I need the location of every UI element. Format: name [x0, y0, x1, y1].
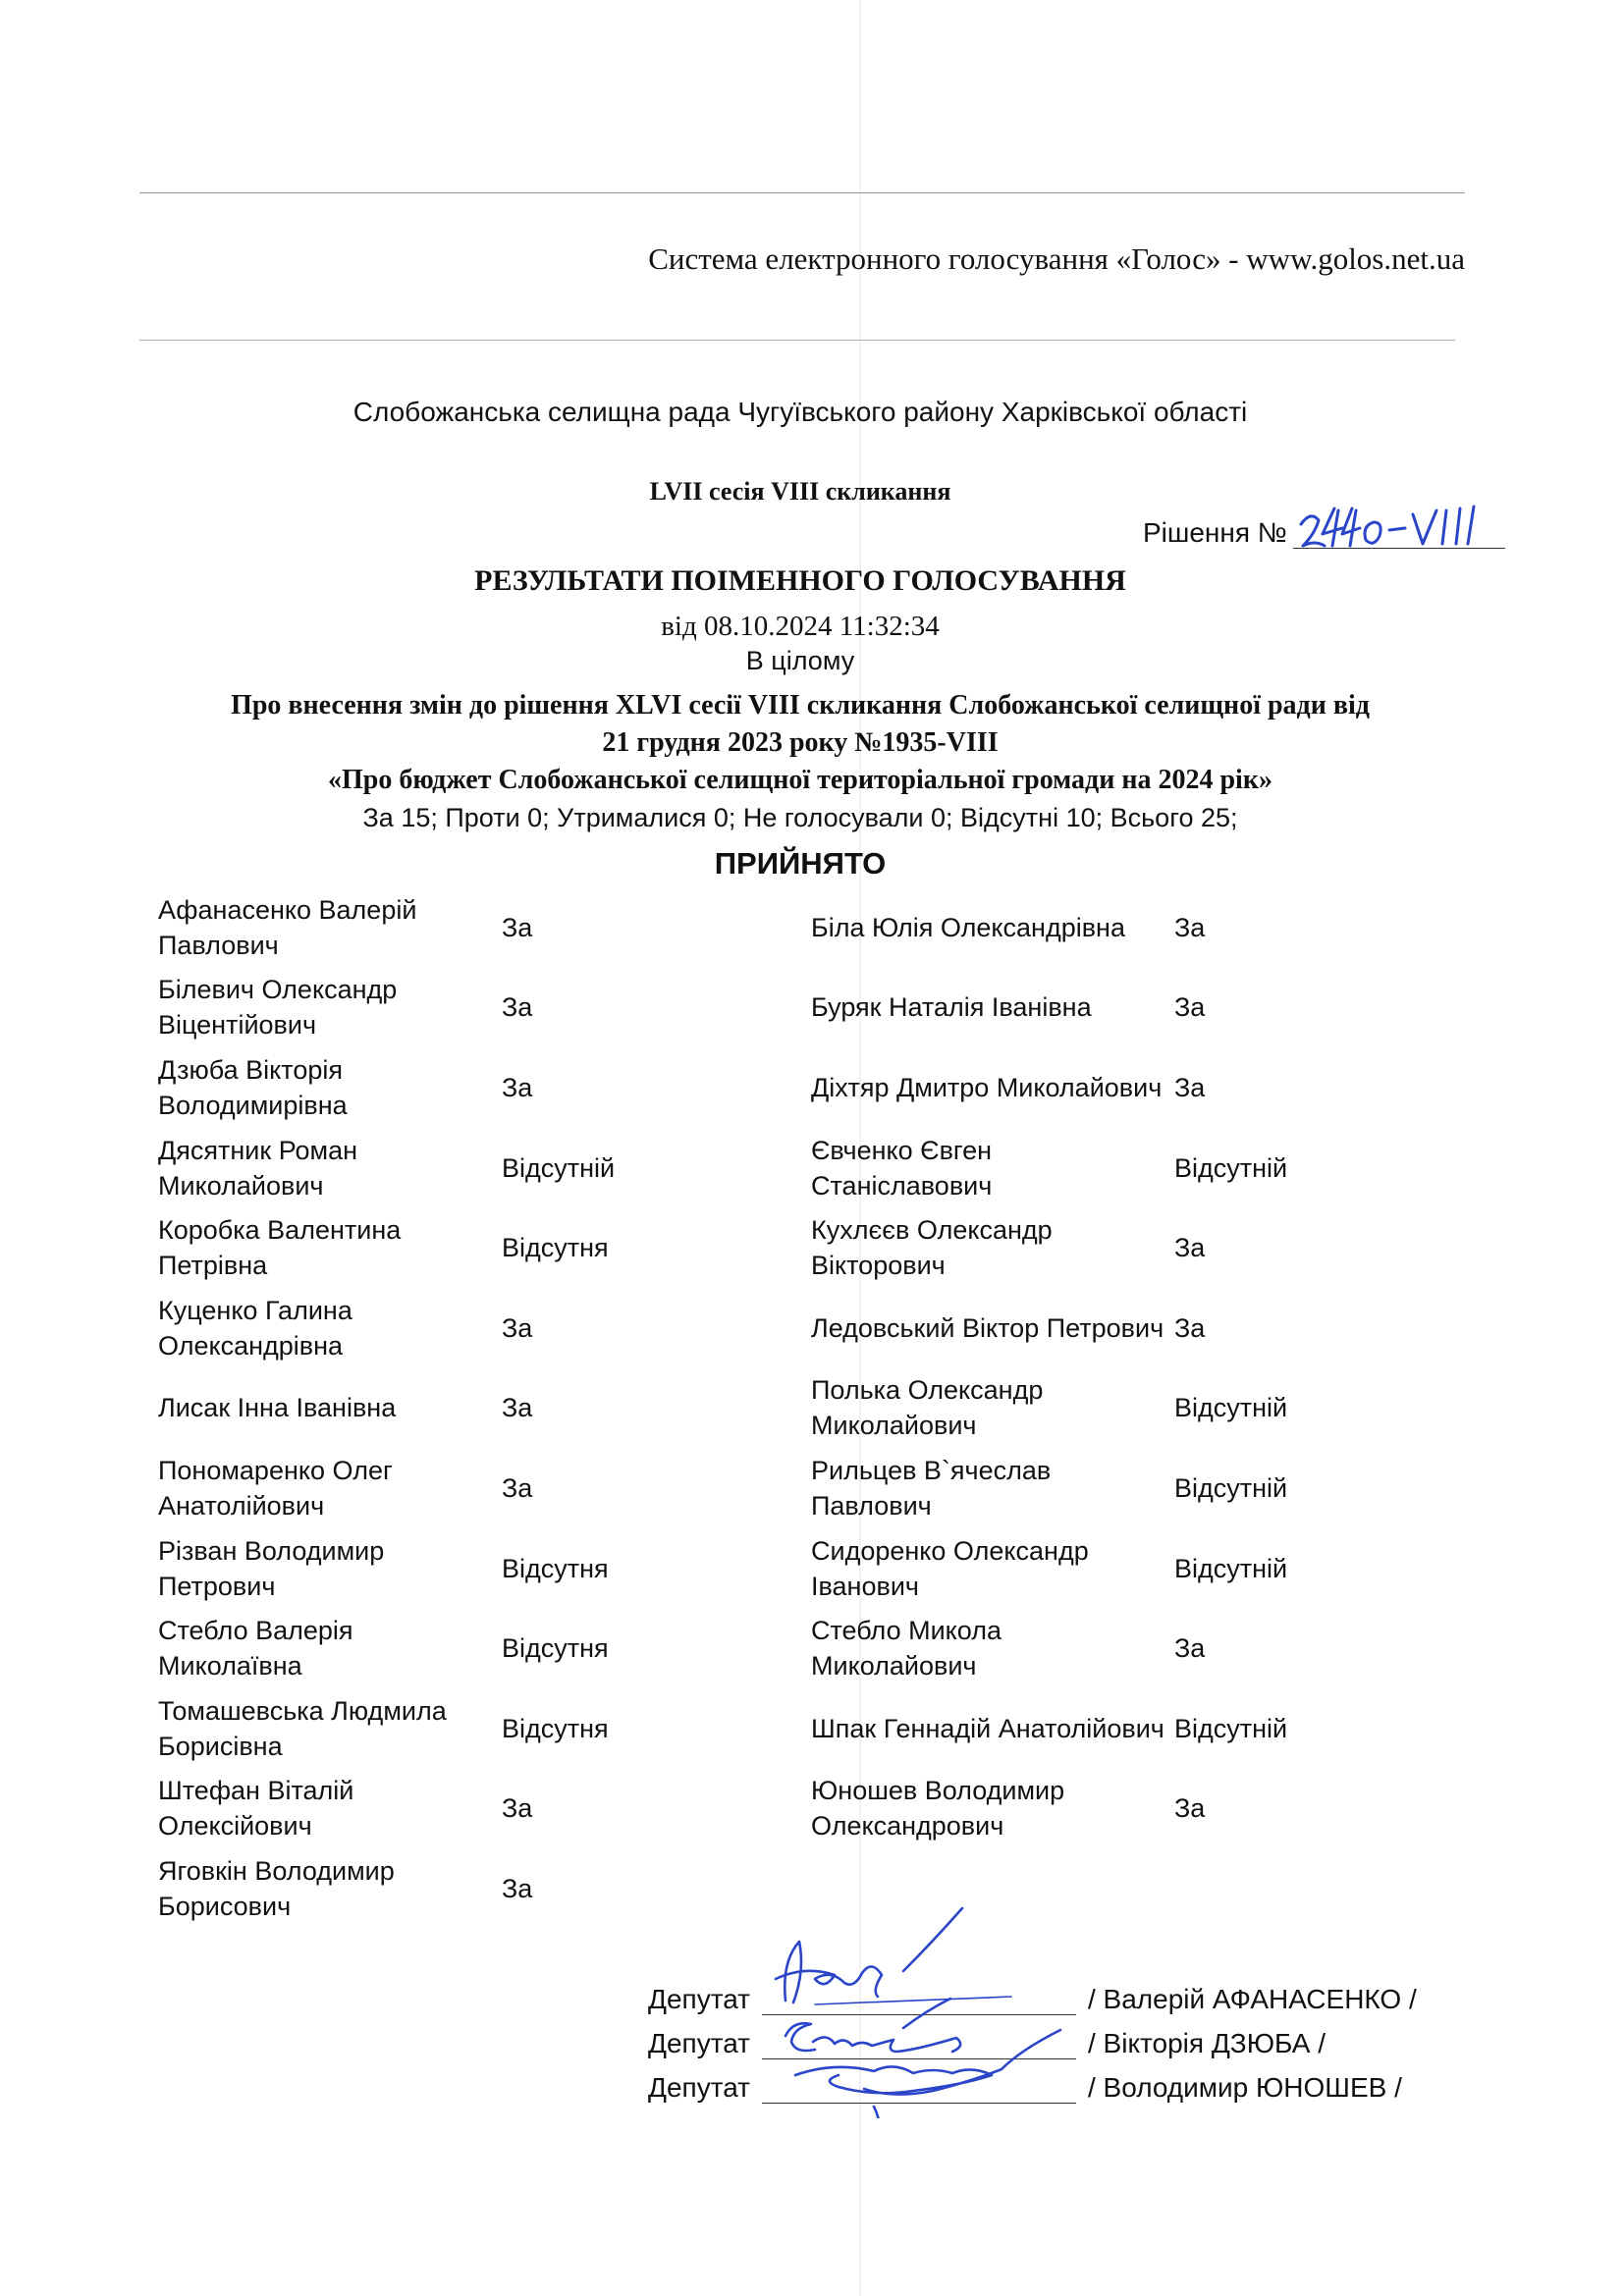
deputy-vote: За [1174, 1072, 1206, 1102]
subject-line-2: 21 грудня 2023 року №1935-VIII [602, 727, 999, 758]
deputy-vote: За [502, 1873, 533, 1903]
deputy-vote: Відсутній [502, 1152, 616, 1183]
signature-label: Депутат [648, 1984, 750, 2014]
deputy-vote: Відсутній [1174, 1393, 1288, 1423]
deputy-name: Полька Олександр Миколайович [811, 1375, 1044, 1441]
vote-outcome: ПРИЙНЯТО [714, 846, 887, 881]
deputy-vote: Відсутня [502, 1713, 609, 1743]
deputy-vote: За [502, 992, 533, 1023]
deputy-name: Штефан Віталій Олексійович [158, 1776, 354, 1842]
deputy-name: Діхтяр Дмитро Миколайович [811, 1072, 1163, 1102]
deputy-name: Дзюба Вікторія Володимирівна [158, 1054, 348, 1120]
deputy-vote: Відсутній [1174, 1152, 1288, 1183]
deputy-vote: За [502, 1312, 533, 1343]
deputy-name: Пономаренко Олег Анатолійович [158, 1455, 393, 1521]
deputy-name: Коробка Валентина Петрівна [158, 1215, 402, 1281]
top-divider [139, 192, 1465, 193]
deputy-name: Білевич Олександр Віцентійович [158, 975, 398, 1041]
deputy-vote: За [1174, 1793, 1206, 1824]
session-title: LVII сесія VIII скликання [649, 477, 951, 506]
deputy-vote: За [502, 1472, 533, 1503]
deputy-name: Яговкін Володимир Борисович [158, 1855, 395, 1921]
deputy-vote: Відсутня [502, 1553, 609, 1583]
vote-subject [137, 687, 1463, 799]
deputy-name: Ледовський Віктор Петрович [811, 1312, 1164, 1343]
deputy-name: Афанасенко Валерій Павлович [158, 894, 417, 960]
signatory-name: / Валерій АФАНАСЕНКО / [1088, 1984, 1417, 2014]
deputy-vote: Відсутній [1174, 1713, 1288, 1743]
system-caption: Система електронного голосування «Голос» - www.golos.net.ua [648, 241, 1465, 276]
handwritten-signatures [756, 1902, 1149, 2118]
deputy-vote [1174, 1848, 1376, 1929]
deputy-name: Куценко Галина Олександрівна [158, 1295, 352, 1361]
handwritten-decision-number [1295, 495, 1501, 554]
deputy-name: Шпак Геннадій Анатолійович [811, 1713, 1164, 1743]
deputy-name: Дясятник Роман Миколайович [158, 1135, 358, 1201]
signatory-name: / Вікторія ДЗЮБА / [1088, 2028, 1326, 2058]
deputy-vote: За [502, 912, 533, 942]
subject-line-3: «Про бюджет Слобожанської селищної територіальної громади на 2024 рік» [328, 765, 1272, 795]
signatory-name: / Володимир ЮНОШЕВ / [1088, 2072, 1402, 2103]
vote-totals: За 15; Проти 0; Утрималися 0; Не голосували 0; Відсутні 10; Всього 25; [362, 803, 1238, 832]
deputy-vote: За [1174, 1312, 1206, 1343]
deputy-vote: За [502, 1072, 533, 1102]
deputy-vote: За [1174, 1233, 1206, 1263]
deputy-vote: За [502, 1393, 533, 1423]
deputy-name: Юношев Володимир Олександрович [811, 1776, 1065, 1842]
deputy-name: Рильцев В`ячеслав Павлович [811, 1455, 1052, 1521]
header-divider [139, 340, 1455, 341]
signature-label: Депутат [648, 2028, 750, 2058]
deputy-name: Біла Юлія Олександрівна [811, 912, 1125, 942]
deputy-vote: Відсутній [1174, 1553, 1288, 1583]
subject-line-1: Про внесення змін до рішення XLVI сесії VIII скликання Слобожанської селищної ради від [231, 690, 1370, 721]
deputy-name: Євченко Євген Станіславович [811, 1135, 993, 1201]
council-name: Слобожанська селищна рада Чугуївського району Харківської області [352, 397, 1248, 427]
vote-scope: В цілому [745, 646, 855, 675]
decision-label: Рішення № [1143, 517, 1287, 548]
signature-label: Депутат [648, 2072, 750, 2103]
deputy-vote: За [1174, 992, 1206, 1023]
deputy-name: Буряк Наталія Іванівна [811, 992, 1092, 1023]
deputy-name: Сидоренко Олександр Іванович [811, 1535, 1089, 1601]
deputy-name: Стебло Микола Миколайович [811, 1616, 1001, 1682]
deputy-name: Лисак Інна Іванівна [158, 1393, 397, 1423]
deputy-name: Стебло Валерія Миколаївна [158, 1616, 353, 1682]
deputy-vote: Відсутній [1174, 1472, 1288, 1503]
signature-block [648, 1971, 1417, 2104]
results-title: РЕЗУЛЬТАТИ ПОІМЕННОГО ГОЛОСУВАННЯ [474, 564, 1126, 597]
deputy-name: Кухлєєв Олександр Вікторович [811, 1215, 1053, 1281]
deputy-vote: Відсутня [502, 1233, 609, 1263]
deputy-name: Різван Володимир Петрович [158, 1535, 385, 1601]
deputy-vote: За [1174, 912, 1206, 942]
roll-call-table [158, 887, 1376, 1929]
deputy-vote: За [502, 1793, 533, 1824]
deputy-name: Томашевська Людмила Борисівна [158, 1695, 447, 1761]
decision-number-field [1143, 514, 1505, 549]
deputy-vote: За [1174, 1633, 1206, 1664]
decision-number-line [1293, 514, 1505, 549]
vote-datetime: від 08.10.2024 11:32:34 [661, 611, 940, 642]
deputy-vote: Відсутня [502, 1633, 609, 1664]
